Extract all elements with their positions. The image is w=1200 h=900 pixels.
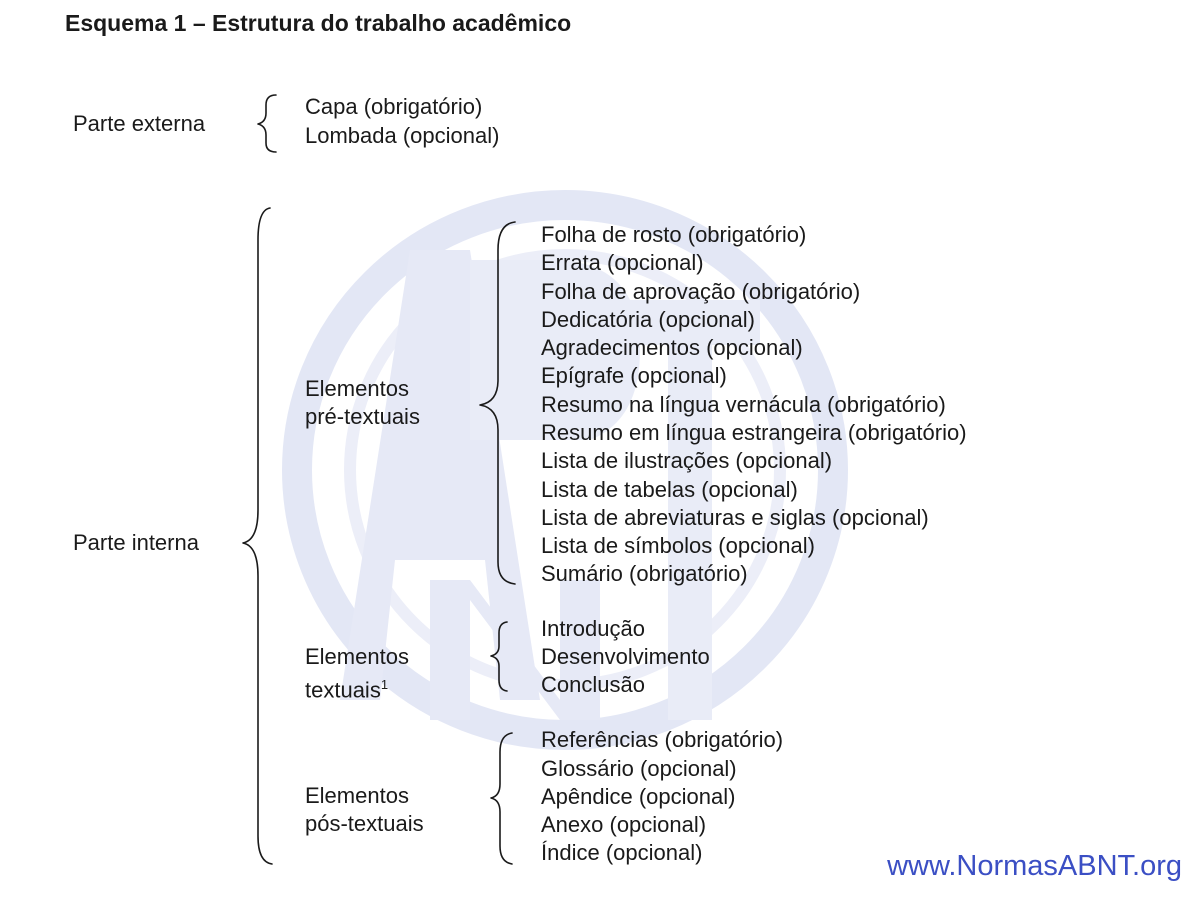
list-item: Anexo (opcional) — [541, 812, 707, 837]
list-item: Introdução — [541, 616, 645, 641]
footnote-marker: 1 — [380, 677, 389, 692]
list-item: Índice (opcional) — [541, 840, 703, 865]
list-item: Referências (obrigatório) — [541, 727, 784, 752]
textuais-label-text: textuais — [305, 677, 381, 703]
list-item: Folha de rosto (obrigatório) — [541, 222, 807, 247]
list-item: Lista de ilustrações (opcional) — [541, 448, 833, 473]
diagram-title: Esquema 1 – Estrutura do trabalho acadêmico — [65, 10, 572, 36]
list-item: Apêndice (opcional) — [541, 784, 736, 809]
list-item: Epígrafe (opcional) — [541, 363, 727, 388]
brace-pos-textuais — [491, 733, 512, 864]
pre-textuais-label-line2: pré-textuais — [305, 404, 420, 429]
brace-pre-textuais — [480, 222, 515, 584]
list-item: Lombada (opcional) — [305, 123, 500, 148]
list-item: Capa (obrigatório) — [305, 94, 483, 119]
list-item: Conclusão — [541, 672, 645, 697]
list-item: Sumário (obrigatório) — [541, 561, 748, 586]
list-item: Agradecimentos (opcional) — [541, 335, 803, 360]
list-item: Lista de símbolos (opcional) — [541, 533, 815, 558]
website-watermark-text: www.NormasABNT.org — [887, 850, 1182, 882]
pre-textuais-label-line1: Elementos — [305, 376, 409, 401]
textuais-label-line2 — [305, 671, 388, 704]
list-item: Lista de tabelas (opcional) — [541, 477, 798, 502]
textuais-label-line1: Elementos — [305, 644, 409, 669]
parte-externa-label: Parte externa — [73, 111, 206, 136]
list-item: Resumo na língua vernácula (obrigatório) — [541, 392, 946, 417]
list-item: Errata (opcional) — [541, 250, 704, 275]
list-item: Dedicatória (opcional) — [541, 307, 755, 332]
list-item: Desenvolvimento — [541, 644, 710, 669]
list-item: Lista de abreviaturas e siglas (opcional) — [541, 505, 929, 530]
list-item: Folha de aprovação (obrigatório) — [541, 279, 861, 304]
pos-textuais-label-line2: pós-textuais — [305, 811, 424, 836]
list-item: Resumo em língua estrangeira (obrigatório) — [541, 420, 967, 445]
brace-parte-externa — [258, 95, 276, 152]
list-item: Glossário (opcional) — [541, 756, 737, 781]
brace-parte-interna — [243, 208, 272, 864]
brace-textuais — [491, 622, 507, 691]
pos-textuais-label-line1: Elementos — [305, 783, 409, 808]
parte-interna-label: Parte interna — [73, 530, 199, 555]
